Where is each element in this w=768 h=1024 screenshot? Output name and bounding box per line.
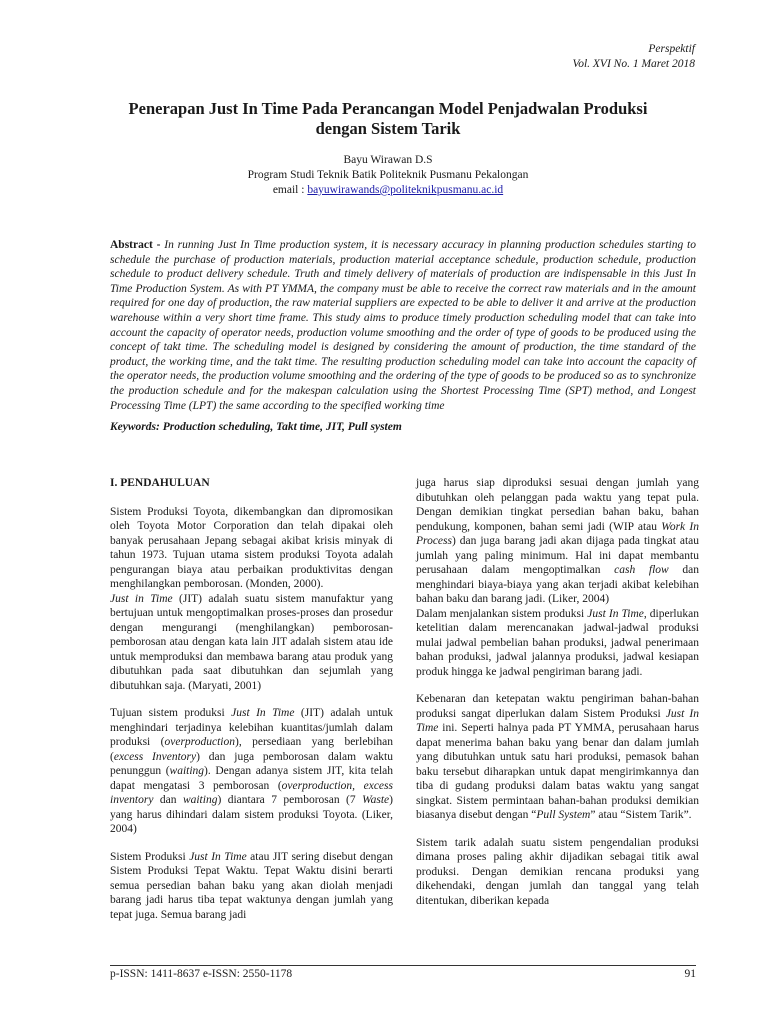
footer-rule [110,965,696,966]
section-heading: I. PENDAHULUAN [110,477,210,489]
abstract-label: Abstract - [110,239,165,251]
journal-volume: Vol. XVI No. 1 Maret 2018 [572,58,695,70]
paragraph: Sistem Produksi Just In Time atau JIT sering disebut dengan Sistem Produksi Tepat Waktu. Tepat Waktu disini berarti semua persedian bahan baku yang akan diolah menjadi barang jadi harus tiba tepat waktunya dengan jumlah yang tepat juga. Semua barang jadi [110,850,393,921]
abstract-text: In running Just In Time production system, it is necessary accuracy in planning production schedules starting to schedule the purchase of production materials, production material acceptance schedule, production schedule, production schedule to product delivery schedule. Truth and timely delivery of materials of production are indispensable in this Just In Time Production System. As with PT YMMA, the company must be able to receive the correct raw materials and in the amount required for one day of production, the raw material suppliers are expected to be able to deliver it and arrive at the production warehouse within a very short time frame. This study aims to produce timely production scheduling model that can take into account the capacity of operator needs, production volume smoothing and the order of type of goods to be produced using the concept of takt time. The scheduling model is designed by considering the amount of production, the time standard of the product, the working time, and the takt time. The resulting production scheduling model can take into account the capacity of the operator needs, the production volume smoothing and the ordering of the type of goods to be produced so as to synchronize the production schedule and for the makespan calculation using the Shortest Processing Time (SPT) method, and Longest Processing Time (LPT) the same according to the specified working time [110,239,696,412]
journal-header [572,42,695,72]
footer-issn: p-ISSN: 1411-8637 e-ISSN: 2550-1178 [110,968,293,980]
paragraph: Just in Time (JIT) adalah suatu sistem manufaktur yang bertujuan untuk mengoptimalkan proses-proses dan prosedur dengan mengurangi (menghilangkan) pemborosan-pemborosan atau dengan kata lain JIT adalah sistem atau ide untuk memproduksi dan membawa barang atau produk yang dibutuhkan pada saat dibutuhkan dan sejumlah yang dibutuhkan saja. (Maryati, 2001) [110,592,393,692]
paragraph: Tujuan sistem produksi Just In Time (JIT) adalah untuk menghindari terjadinya kelebihan kuantitas/jumlah dalam produksi (overproduction), persediaan yang berlebihan (excess Inventory) dan juga pemborosan dalam waktu penunggun (waiting). Dengan adanya sistem JIT, kita telah dapat mengatasi 3 pemborosan (overproduction, excess inventory dan waiting) diantara 7 pemborosan (7 Waste) yang harus dihindari dalam sistem produksi Toyota. (Liker, 2004) [110,707,393,835]
paragraph: juga harus siap diproduksi sesuai dengan jumlah yang dibutuhkan oleh pelanggan pada waktu yang tepat pula. Dengan demikian tingkat persedian bahan baku, bahan pendukung, komponen, bahan semi jadi (WIP atau Work In Process) dan juga barang jadi akan dijaga pada tingkat atau jumlah yang paling minimum. Hal ini dapat membantu perusahaan dalam mengoptimalkan cash flow dan menghindari biaya-biaya yang akan terjadi akibat kelebihan bahan baku dan barang jadi. (Liker, 2004) [416,477,700,605]
paragraph: Kebenaran dan ketepatan waktu pengiriman bahan-bahan produksi sangat diperlukan dalam Sistem Produksi Just In Time ini. Seperti halnya pada PT YMMA, perusahaan harus dapat menerima bahan baku yang benar dan dalam jumlah yang dibutuhkan untuk satu hari produksi, pemasok bahan baku tersebut diharapkan untuk dapat mengirimkannya dan tiba di gudang produksi dalam batas waktu yang sangat singkat. Sistem permintaan bahan-bahan produksi demikian biasanya disebut dengan “Pull System” atau “Sistem Tarik”. [416,693,699,821]
email-link[interactable]: bayuwirawands@politeknikpusmanu.ac.id [307,184,504,196]
paragraph: Sistem Produksi Toyota, dikembangkan dan dipromosikan oleh Toyota Motor Corporation dan telah dipakai oleh banyak perusahaan Jepang sebagai akibat krisis minyak di tahun 1973. Tujuan utama sistem produksi Toyota adalah pengurangan biaya atau perbaikan produktivitas dengan menghilangkan pemborosan. (Monden, 2000). [110,505,393,590]
author-email-line [80,183,696,198]
keywords: Keywords: Production scheduling, Takt time, JIT, Pull system [110,421,402,433]
author-block [80,153,696,198]
right-column [416,476,699,921]
title-line-1: Penerapan Just In Time Pada Perancangan Model Penjadwalan Produksi [128,99,648,118]
abstract [110,238,696,413]
title-line-2: dengan Sistem Tarik [315,119,461,138]
paper-title [80,99,696,139]
paragraph: Dalam menjalankan sistem produksi Just In Time, diperlukan ketelitian dalam merencanakan jadwal-jadwal produksi mulai jadwal pembelian bahan produksi, jadwal penerimaan bahan produksi, jadwal jalannya produksi, jadwal kesiapan produk hingga ke jadwal pengiriman barang jadi. [416,607,699,678]
author-name: Bayu Wirawan D.S [343,154,433,166]
email-label: email : [272,184,308,196]
left-column [110,476,393,935]
author-affiliation: Program Studi Teknik Batik Politeknik Pusmanu Pekalongan [247,169,529,181]
journal-name: Perspektif [648,43,695,55]
paragraph: Sistem tarik adalah suatu sistem pengendalian produksi dimana proses paling akhir dijadikan sebagai titik awal produksi. Dengan demikian rencana produksi yang dikehendaki, dengan jumlah dan tanggal yang telah ditentukan, diberikan kepada [416,836,699,907]
page-number: 91 [684,968,696,980]
